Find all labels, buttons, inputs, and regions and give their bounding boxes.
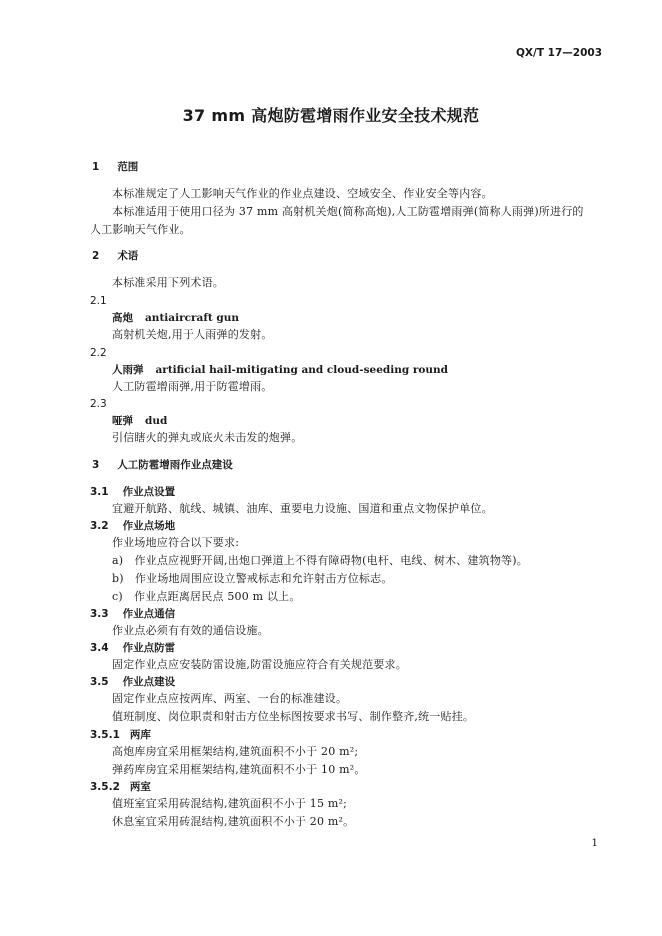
document-title: 37 mm 高炮防雹增雨作业安全技术规范	[182, 106, 480, 125]
paragraph: 值班室宜采用砖混结构,建筑面积不小于 15 m²;	[112, 797, 348, 810]
list-item: c) 作业点距离居民点 500 m 以上。	[112, 590, 301, 603]
term-heading	[112, 414, 167, 428]
subsection-heading	[90, 519, 175, 533]
list-item: a) 作业点应视野开阔,出炮口弹道上不得有障碍物(电杆、电线、树木、建筑物等)。	[112, 554, 528, 567]
paragraph: 本标准采用下列术语。	[112, 276, 224, 289]
subsubsection-number: 3.5.2	[90, 781, 120, 793]
subsection-number: 3.4	[90, 642, 109, 654]
section-title: 人工防雹增雨作业点建设	[117, 459, 233, 471]
term-definition: 人工防雹增雨弹,用于防雹增雨。	[112, 380, 273, 393]
standard-number: QX/T 17—2003	[515, 47, 602, 59]
paragraph: 本标准规定了人工影响天气作业的作业点建设、空域安全、作业安全等内容。	[112, 187, 493, 200]
page-number: 1	[591, 837, 598, 849]
list-item: b) 作业场地周围应设立警戒标志和允许射击方位标志。	[112, 572, 393, 585]
section-number: 1	[92, 161, 100, 173]
subsection-number: 3.3	[90, 608, 109, 620]
subsubsection-title: 两室	[129, 781, 151, 793]
paragraph: 弹药库房宜采用框架结构,建筑面积不小于 10 m²。	[112, 763, 366, 776]
term-zh: 人雨弹	[112, 364, 144, 376]
subsection-number: 3.2	[90, 520, 109, 532]
subsection-heading	[90, 641, 175, 655]
term-number: 2.1	[90, 295, 107, 307]
term-zh: 高炮	[112, 312, 133, 324]
term-definition: 高射机关炮,用于人雨弹的发射。	[112, 328, 273, 341]
section-3-heading	[92, 458, 233, 472]
subsection-title: 作业点场地	[122, 520, 176, 532]
term-en: dud	[145, 415, 168, 427]
paragraph: 宜避开航路、航线、城镇、油库、重要电力设施、国道和重点文物保护单位。	[112, 502, 493, 515]
paragraph: 值班制度、岗位职责和射击方位坐标图按要求书写、制作整齐,统一贴挂。	[112, 710, 475, 723]
subsection-title: 作业点建设	[122, 676, 176, 688]
term-en: artificial hail-mitigating and cloud-seeding round	[155, 364, 448, 376]
subsubsection-heading	[90, 728, 151, 742]
term-zh: 哑弹	[112, 415, 133, 427]
subsection-title: 作业点通信	[122, 608, 176, 620]
paragraph: 高炮库房宜采用框架结构,建筑面积不小于 20 m²;	[112, 745, 359, 758]
term-number: 2.3	[90, 398, 107, 410]
subsubsection-title: 两库	[129, 729, 151, 741]
subsubsection-heading	[90, 780, 151, 794]
subsection-number: 3.1	[90, 486, 109, 498]
section-title: 术语	[117, 250, 139, 262]
subsection-title: 作业点设置	[122, 486, 176, 498]
subsection-number: 3.5	[90, 676, 109, 688]
term-number: 2.2	[90, 347, 107, 359]
term-en: antiaircraft gun	[145, 312, 239, 324]
section-title: 范围	[117, 161, 139, 173]
section-1-heading	[92, 160, 138, 174]
section-2-heading	[92, 249, 138, 263]
subsection-heading	[90, 607, 175, 621]
subsubsection-number: 3.5.1	[90, 729, 120, 741]
term-definition: 引信瞎火的弹丸或底火未击发的炮弹。	[112, 431, 303, 444]
paragraph: 固定作业点应按两库、两室、一台的标准建设。	[112, 692, 348, 705]
term-heading	[112, 363, 448, 377]
paragraph: 本标准适用于使用口径为 37 mm 高射机关炮(简称高炮),人工防雹增雨弹(简称人雨弹)所进行的	[112, 205, 584, 218]
subsection-heading	[90, 485, 175, 499]
paragraph: 作业点必须有有效的通信设施。	[112, 624, 269, 637]
paragraph: 休息室宜采用砖混结构,建筑面积不小于 20 m²。	[112, 815, 355, 828]
paragraph-continuation: 人工影响天气作业。	[90, 223, 191, 236]
paragraph: 固定作业点应安装防雷设施,防雷设施应符合有关规范要求。	[112, 658, 407, 671]
section-number: 3	[92, 459, 100, 471]
term-heading	[112, 311, 239, 325]
section-number: 2	[92, 250, 100, 262]
paragraph: 作业场地应符合以下要求:	[112, 536, 240, 549]
subsection-heading	[90, 675, 175, 689]
subsection-title: 作业点防雷	[122, 642, 176, 654]
